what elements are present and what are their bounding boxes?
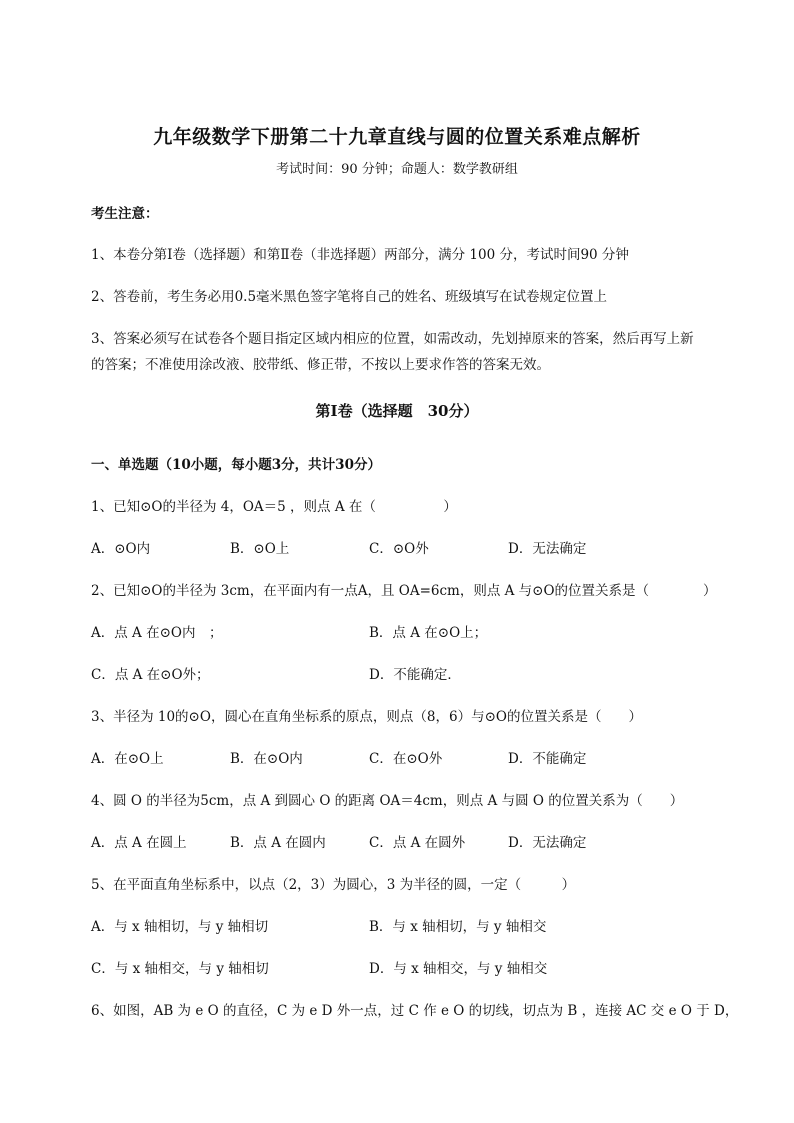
option-b: B．点 A 在圆内 [230, 835, 326, 851]
option-a: A．与 x 轴相切，与 y 轴相切 [91, 919, 269, 935]
notice-item: 1、本卷分第Ⅰ卷（选择题）和第Ⅱ卷（非选择题）两部分，满分 100 分，考试时间90 分钟 [91, 247, 629, 263]
option-d: D．与 x 轴相交，与 y 轴相交 [369, 961, 548, 977]
notice-item: 3、答案必须写在试卷各个题目指定区域内相应的位置，如需改动，先划掉原来的答案，然后再写上新 [91, 331, 694, 347]
option-d: D．不能确定． [369, 667, 461, 683]
notice-item: 2、答卷前，考生务必用0.5毫米黑色签字笔将自己的姓名、班级填写在试卷规定位置上 [91, 289, 608, 305]
option-c: C．⊙O外 [369, 541, 429, 557]
option-d: D．无法确定 [508, 835, 587, 851]
option-c: C．与 x 轴相交，与 y 轴相切 [91, 961, 269, 977]
notice-heading: 考生注意： [91, 206, 159, 222]
option-c: C．在⊙O外 [369, 751, 443, 767]
option-d: D．不能确定 [508, 751, 587, 767]
option-d: D．无法确定 [508, 541, 587, 557]
option-b: B．在⊙O内 [230, 751, 303, 767]
option-a: A．点 A 在⊙O内 ； [91, 625, 223, 641]
page-title: 九年级数学下册第二十九章直线与圆的位置关系难点解析 [153, 126, 641, 148]
exam-info: 考试时间：90 分钟；命题人：数学教研组 [276, 162, 518, 177]
option-b: B．⊙O上 [230, 541, 290, 557]
part-heading: 一、单选题（10小题，每小题3分，共计30分） [91, 457, 381, 473]
option-a: A．⊙O内 [91, 541, 151, 557]
option-a: A．在⊙O上 [91, 751, 164, 767]
question-stem: 4、圆 O 的半径为5cm，点 A 到圆心 O 的距离 OA＝4cm，则点 A 与圆 O 的位置关系为（ ） [91, 793, 684, 809]
option-a: A．点 A 在圆上 [91, 835, 187, 851]
option-b: B．点 A 在⊙O上； [369, 625, 488, 641]
question-stem: 3、半径为 10的⊙O，圆心在直角坐标系的原点，则点（8，6）与⊙O的位置关系是（ ） [91, 709, 642, 725]
notice-item: 的答案；不准使用涂改液、胶带纸、修正带，不按以上要求作答的答案无效。 [91, 357, 550, 373]
question-stem: 5、在平面直角坐标系中，以点（2，3）为圆心，3 为半径的圆，一定（ ） [91, 877, 576, 893]
option-c: C．点 A 在⊙O外； [91, 667, 210, 683]
section-title: 第Ⅰ卷（选择题 30分） [315, 402, 479, 420]
question-stem: 1、已知⊙O的半径为 4，OA＝5 ，则点 A 在（ ） [91, 499, 457, 515]
question-stem: 6、如图，AB 为 e O 的直径，C 为 e D 外一点，过 C 作 e O 的切线，切点为 B ，连接 AC 交 e O 于 D， [91, 1003, 739, 1019]
question-stem: 2、已知⊙O的半径为 3cm，在平面内有一点A，且 OA=6cm，则点 A 与⊙O的位置关系是（ ） [91, 583, 717, 599]
option-c: C．点 A 在圆外 [369, 835, 466, 851]
option-b: B．与 x 轴相切，与 y 轴相交 [369, 919, 547, 935]
